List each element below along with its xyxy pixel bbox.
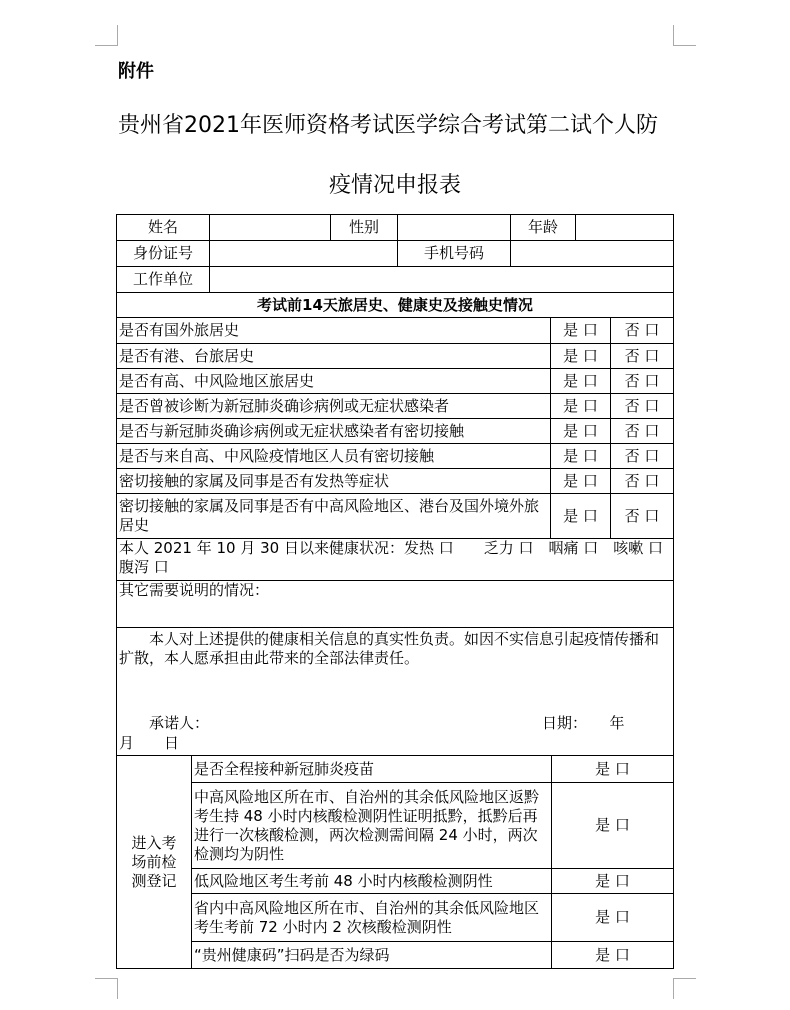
entry-yes-checkbox-text: 是 口 (595, 908, 630, 926)
entry-item-row (191, 868, 552, 894)
question-row (116, 343, 551, 369)
name-label (116, 214, 210, 241)
question-row-text: 密切接触的家属及同事是否有中高风险地区、港台及国外境外旅居史 (119, 497, 540, 534)
entry-item-row (191, 782, 552, 869)
no-checkbox[interactable] (610, 468, 674, 494)
yes-checkbox-text: 是 口 (563, 346, 598, 365)
entry-yes-checkbox-text: 是 口 (595, 759, 630, 778)
title-line-2: 疫情况申报表 (328, 173, 461, 198)
question-row (116, 493, 551, 539)
question-row (116, 468, 551, 494)
entry-item-row (191, 941, 552, 969)
entry-item-row-text: “贵州健康码”扫码是否为绿码 (194, 945, 390, 964)
no-checkbox-text: 否 口 (624, 446, 660, 465)
work-label (116, 266, 210, 293)
entry-yes-checkbox-text: 是 口 (595, 871, 630, 890)
date-label-2: 月 日 (119, 734, 180, 752)
question-row-text: 是否有高、中风险地区旅居史 (119, 371, 315, 390)
entry-item-row-text: 省内中高风险地区所在市、自治州的其余低风险地区考生考前 72 小时内 2 次核酸检测阴性 (194, 898, 540, 936)
yes-checkbox[interactable] (550, 493, 611, 539)
phone-field[interactable] (510, 240, 674, 267)
age-label-text: 年龄 (527, 218, 558, 236)
entry-item-row (191, 893, 552, 942)
yes-checkbox-text: 是 口 (563, 446, 598, 465)
question-row (116, 393, 551, 419)
no-checkbox-text: 否 口 (624, 506, 660, 525)
entry-yes-checkbox[interactable] (551, 893, 674, 942)
yes-checkbox-text: 是 口 (563, 371, 598, 390)
work-field[interactable] (209, 266, 674, 293)
entry-yes-checkbox[interactable] (551, 868, 674, 894)
no-checkbox-text: 否 口 (624, 371, 660, 390)
pledge-text-text: 本人对上述提供的健康相关信息的真实性负责。如因不实信息引起疫情传播和扩散，本人愿承担由此带来的全部法律责任。 (119, 630, 660, 667)
question-row-text: 是否与来自高、中风险疫情地区人员有密切接触 (119, 446, 435, 465)
yes-checkbox[interactable] (550, 393, 611, 419)
entry-item-row (191, 755, 552, 783)
crop-mark (673, 978, 696, 999)
yes-checkbox[interactable] (550, 368, 611, 394)
no-checkbox-text: 否 口 (624, 321, 660, 339)
entry-yes-checkbox-text: 是 口 (595, 945, 630, 964)
crop-mark (673, 25, 696, 46)
yes-checkbox[interactable] (550, 443, 611, 469)
work-label-text: 工作单位 (132, 270, 193, 288)
question-row-text: 是否有港、台旅居史 (119, 346, 255, 365)
question-row (116, 368, 551, 394)
crop-mark (95, 978, 118, 999)
question-row-text: 密切接触的家属及同事是否有发热等症状 (119, 471, 390, 490)
gender-field[interactable] (397, 214, 511, 241)
entry-yes-checkbox[interactable] (551, 941, 674, 969)
name-label-text: 姓名 (147, 218, 178, 236)
no-checkbox-text: 否 口 (624, 346, 660, 365)
question-row (116, 317, 551, 344)
yes-checkbox-text: 是 口 (563, 321, 598, 339)
no-checkbox[interactable] (610, 317, 674, 344)
yes-checkbox[interactable] (550, 418, 611, 444)
entry-item-row-text: 是否全程接种新冠肺炎疫苗 (194, 759, 375, 778)
section-header-text: 考试前14天旅居史、健康史及接触史情况 (257, 295, 533, 314)
age-label (510, 214, 576, 241)
question-row-text: 是否有国外旅居史 (119, 321, 240, 339)
yes-checkbox[interactable] (550, 468, 611, 494)
entry-check-label (116, 755, 192, 969)
entry-item-row-text: 中高风险地区所在市、自治州的其余低风险地区返黔考生持 48 小时内核酸检测阴性证明抵黔，抵黔后再进行一次核酸检测，两次检测需间隔 24 小时，两次检测均为阴性 (194, 787, 540, 863)
no-checkbox-text: 否 口 (624, 421, 660, 440)
yes-checkbox-text: 是 口 (563, 471, 598, 490)
entry-check-label-text: 进入考场前检测登记 (131, 833, 177, 890)
no-checkbox[interactable] (610, 493, 674, 539)
phone-label (397, 240, 511, 267)
question-row (116, 418, 551, 444)
date-label: 日期： 年 (542, 714, 625, 732)
yes-checkbox[interactable] (550, 317, 611, 344)
entry-item-row-text: 低风险地区考生考前 48 小时内核酸检测阴性 (194, 871, 493, 890)
other-notes-text: 其它需要说明的情况： (119, 581, 270, 599)
no-checkbox-text: 否 口 (624, 471, 660, 490)
no-checkbox[interactable] (610, 418, 674, 444)
no-checkbox[interactable] (610, 343, 674, 369)
question-row-text: 是否曾被诊断为新冠肺炎确诊病例或无症状感染者 (119, 396, 450, 415)
yes-checkbox-text: 是 口 (563, 421, 598, 440)
yes-checkbox[interactable] (550, 343, 611, 369)
no-checkbox[interactable] (610, 368, 674, 394)
attachment-label: 附件 (118, 61, 154, 82)
gender-label-text: 性别 (348, 218, 379, 236)
no-checkbox-text: 否 口 (624, 396, 660, 415)
question-row (116, 443, 551, 469)
id-label (116, 240, 210, 267)
question-row-text: 是否与新冠肺炎确诊病例或无症状感染者有密切接触 (119, 421, 465, 440)
health-status[interactable] (116, 538, 674, 581)
pledge-text (116, 627, 674, 756)
no-checkbox[interactable] (610, 443, 674, 469)
gender-label (330, 214, 398, 241)
yes-checkbox-text: 是 口 (563, 506, 598, 525)
name-field[interactable] (209, 214, 331, 241)
entry-yes-checkbox[interactable] (551, 755, 674, 783)
phone-label-text: 手机号码 (423, 244, 484, 262)
id-label-text: 身份证号 (132, 244, 193, 262)
other-notes[interactable] (116, 580, 674, 628)
no-checkbox[interactable] (610, 393, 674, 419)
signer-label: 承诺人： (149, 714, 210, 732)
entry-yes-checkbox[interactable] (551, 782, 674, 869)
id-field[interactable] (209, 240, 398, 267)
section-header (116, 292, 674, 318)
age-field[interactable] (575, 214, 674, 241)
crop-mark (95, 25, 118, 46)
yes-checkbox-text: 是 口 (563, 396, 598, 415)
entry-yes-checkbox-text: 是 口 (595, 816, 630, 834)
title-line-1: 贵州省2021年医师资格考试医学综合考试第二试个人防 (118, 113, 658, 138)
health-status-text: 本人 2021 年 10 月 30 日以来健康状况：发热 口 乏力 口 咽痛 口 咳嗽 口 腹泻 口 (119, 539, 664, 576)
